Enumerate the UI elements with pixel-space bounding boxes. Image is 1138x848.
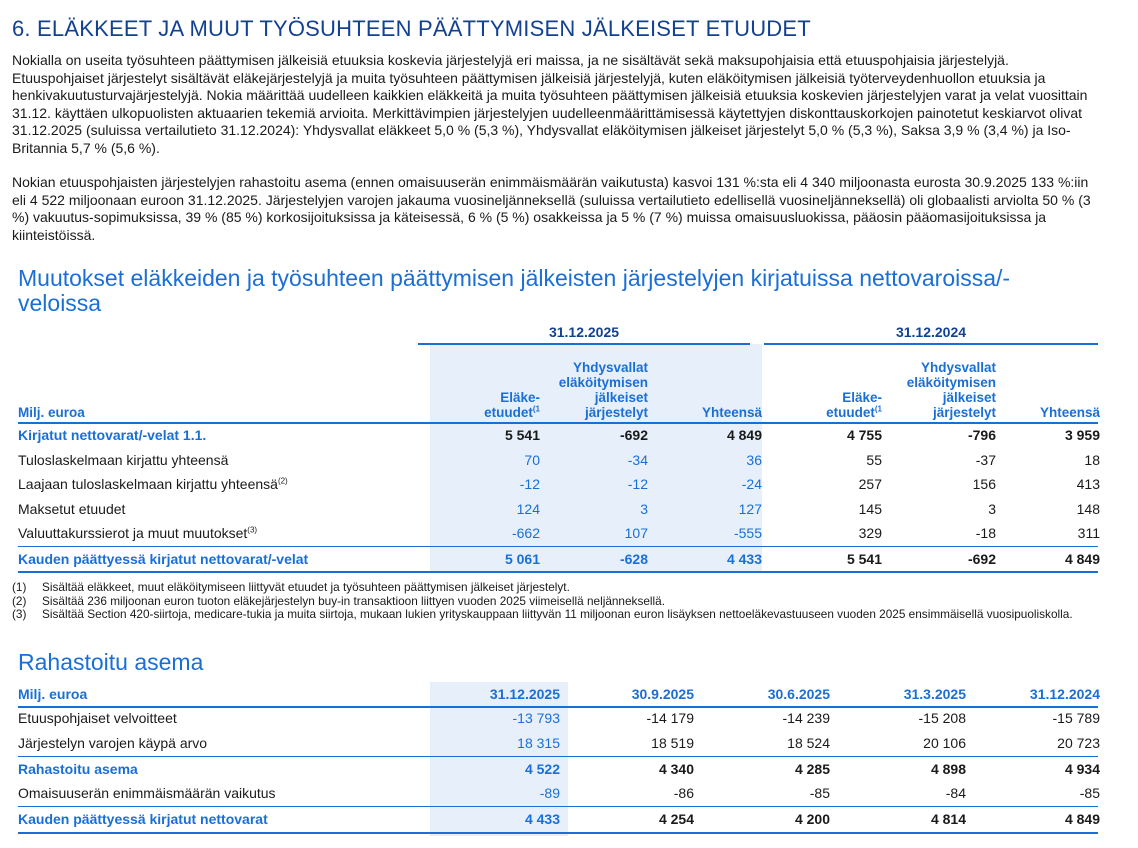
cell: 18 519 [651,735,694,751]
cell: -692 [619,427,648,443]
col-header-line: jälkeiset [594,390,648,405]
cell: 257 [858,476,882,493]
cell: -628 [619,550,648,567]
cell: 5 541 [846,550,882,567]
table-row-closing [18,546,1098,574]
cell: -555 [733,525,762,542]
cell: 3 959 [1064,427,1100,443]
cell: -84 [945,785,966,801]
col-header: 31.12.2025 [489,686,560,702]
footnote [12,581,1098,595]
cell: 4 849 [726,427,762,443]
col-header-total: Yhteensä [1039,405,1100,420]
row-label: Etuuspohjaiset velvoitteet [18,710,177,726]
col-header-line: eläköitymisen [906,375,996,390]
footnote-ref: (1 [874,404,882,414]
col-header-line: järjestelyt [584,405,648,420]
col-header: 30.6.2025 [767,686,830,702]
table-row [18,497,1098,522]
cell: -13 793 [512,710,560,726]
row-label: Kauden päättyessä kirjatut nettovarat/-velat [18,550,309,567]
cell: 156 [972,476,996,493]
col-header-line: Yhdysvallat [920,360,996,375]
cell: 70 [524,451,540,468]
col-header: 31.3.2025 [903,686,966,702]
cell: -89 [539,785,560,801]
col-header-line: Eläke- [842,390,882,405]
col-header-pension [764,390,882,420]
table-header-row [18,348,1098,424]
section-title: 6. ELÄKKEET JA MUUT TYÖSUHTEEN PÄÄTTYMISEN JÄLKEISET ETUUDET [12,16,811,41]
row-label: Omaisuuserän enimmäismäärän vaikutus [18,785,276,801]
unit-label: Milj. euroa [18,686,88,702]
col-header-pension [430,390,540,420]
cell: 55 [866,451,882,468]
cell: 124 [516,500,540,517]
cell: 311 [1077,525,1100,542]
table-header-row [18,682,1098,708]
table-row [18,781,1098,806]
unit-label: Milj. euroa [18,405,85,420]
cell: -796 [967,427,996,443]
table-row-funded-status [18,756,1098,782]
row-label: Maksetut etuudet [18,500,126,517]
col-header-line: eläköitymisen [558,375,648,390]
cell: -86 [673,785,694,801]
footnote-text: Sisältää Section 420-siirtoja, medicare-tukia ja muita siirtoja, mukaan lukien yrityskauppaan liittyvän 11 miljoonan euron lisäyksen nettoeläkevastuuseen vuoden 2025 ensimmäisellä vuosipuoliskolla. [42,607,1073,622]
cell: -18 [975,525,996,542]
table-row-opening [18,423,1098,448]
cell: 4 433 [726,550,762,567]
row-label-text: Laajaan tuloslaskelmaan kirjattu yhteensä [18,476,278,493]
cell: 145 [858,500,882,517]
cell: 4 898 [930,761,966,777]
cell: -15 789 [1052,710,1100,726]
cell: 4 285 [794,761,830,777]
table-row [18,731,1098,756]
cell: 4 814 [930,811,966,827]
footnote-text: Sisältää 236 miljoonan euron tuoton eläkejärjestelyn buy-in transaktioon liittyen vuoden 2025 viimeisellä neljänneksellä. [42,593,665,608]
cell: -85 [809,785,830,801]
cell: -24 [741,476,762,493]
cell: -14 179 [646,710,694,726]
cell: 3 [640,500,648,517]
cell: 18 [1084,451,1100,468]
row-label: Järjestelyn varojen käypä arvo [18,735,208,751]
row-label [18,472,288,496]
footnote-ref: (2) [277,476,288,486]
col-header-line: jälkeiset [942,390,996,405]
period-rule [418,343,750,345]
cell: 4 849 [1064,550,1100,567]
cell: -34 [627,451,648,468]
footnote [12,595,1098,609]
cell: 4 755 [846,427,882,443]
cell: -12 [627,476,648,493]
col-header-us-postretirement [882,360,996,420]
col-header-line: järjestelyt [932,405,996,420]
period-header-2025 [418,324,750,344]
cell: 4 849 [1064,811,1100,827]
table2-title: Rahastoitu asema [18,649,204,675]
cell: 4 340 [658,761,694,777]
period-label: 31.12.2024 [895,324,967,340]
col-header-us-postretirement [540,360,648,420]
col-header-total: Yhteensä [701,405,762,420]
cell: 4 433 [524,811,560,827]
col-header: 31.12.2024 [1029,686,1100,702]
cell: 107 [624,525,648,542]
table-row [18,706,1098,731]
period-header-2024 [764,324,1098,344]
cell: 329 [858,525,882,542]
funded-status-paragraph: Nokian etuuspohjaisten järjestelyjen rahastoitu asema (ennen omaisuuserän enimmäismäärän vaikutusta) kasvoi 131 %:sta eli 4 340 miljoonasta eurosta 30.9.2025 133 %:iin eli 4 522 miljoonaan euroon 31.12.2025. Järjestelyjen varojen jakauma vuosineljänneksellä (suluissa vertailutieto edellisellä vuosineljänneksellä) oli globaalisti arviolta 50 % (3 %) vakuutus-sopimuksissa, 39 % (85 %) korkosijoituksissa ja käteisessä, 6 % (5 %) osakkeissa ja 5 % (7 %) muissa omaisuusluokissa, pääosin pääomasijoituksissa ja kiinteistöissä. [12,174,1091,243]
footnote-number: (3) [12,607,27,622]
intro-paragraph: Nokialla on useita työsuhteen päättymisen jälkeisiä etuuksia koskevia järjestelyjä eri maissa, ja ne sisältävät sekä maksupohjaisia että etuuspohjaisia järjestelyjä. Etuuspohjaiset järjestelyt sisältävät eläkejärjestelyjä ja muita työsuhteen päättymisen jälkeisiä järjestelyjä, kuten eläköitymisen jälkeisiä työterveydenhuollon etuuksia ja henkivakuutusturvajärjestelyjä. Nokia määrittää uudelleen kaikkien eläkkeitä ja muita työsuhteen päättymisen jälkeisiä etuuksia koskevien järjestelyjen varat ja velat vuosittain 31.12. käyttäen ulkopuolisten aktuaarien tekemiä arvioita. Merkittävimpien järjestelyjen uudelleenmäärittämisessä käytettyjen diskonttauskorkojen painotetut keskiarvot olivat 31.12.2025 (suluissa vertailutieto 31.12.2024): Yhdysvallat eläkkeet 5,0 % (5,3 %), Yhdysvallat eläköitymisen jälkeiset järjestelyt 5,0 % (5,3 %), Saksa 3,9 % (3,4 %) ja Iso-Britannia 5,7 % (5,6 %). [12,52,1088,156]
col-header-line: Yhdysvallat [572,360,648,375]
cell: 148 [1076,500,1100,517]
footnote-ref: (1 [532,404,540,414]
col-header-line [764,405,882,420]
cell: 20 723 [1057,735,1100,751]
footnote-number: (1) [12,580,27,594]
row-label: Kirjatut nettovarat/-velat 1.1. [18,427,207,443]
cell: 36 [746,451,762,468]
cell: -85 [1079,785,1100,801]
footnote [12,608,1098,622]
cell: 5 061 [504,550,540,567]
col-header-text: etuudet [484,405,533,420]
period-rule [764,343,1098,345]
cell: -14 239 [782,710,830,726]
cell: -37 [975,451,996,468]
footnotes [12,581,1098,622]
footnote-text: Sisältää eläkkeet, muut eläköitymiseen liittyvät etuudet ja työsuhteen päättymisen jälkeiset järjestelyt. [42,580,570,594]
col-header: 30.9.2025 [631,686,694,702]
row-label [18,521,257,545]
col-header-line: Eläke- [500,390,540,405]
cell: -662 [511,525,540,542]
col-header-line [430,405,540,420]
cell: -12 [519,476,540,493]
cell: -692 [967,550,996,567]
row-label: Tuloslaskelmaan kirjattu yhteensä [18,451,229,468]
row-label-text: Valuuttakurssierot ja muut muutokset [18,525,248,542]
cell: 18 315 [517,735,560,751]
period-label: 31.12.2025 [548,324,620,340]
row-label: Rahastoitu asema [18,761,138,777]
cell: 4 254 [658,811,694,827]
cell: 413 [1076,476,1100,493]
cell: 5 541 [504,427,540,443]
footnote-ref: (3) [247,525,258,535]
col-header-text: etuudet [826,405,875,420]
cell: 20 106 [923,735,966,751]
cell: 3 [988,500,996,517]
cell: 4 200 [794,811,830,827]
table-row [18,448,1098,473]
cell: 4 522 [524,761,560,777]
table1-title: Muutokset eläkkeiden ja työsuhteen päättymisen jälkeisten järjestelyjen kirjatuissa nettovaroissa/-veloissa [18,265,1011,316]
cell: 127 [738,500,762,517]
table-row-closing [18,806,1098,834]
footnote-number: (2) [12,593,27,608]
table-row [18,472,1098,497]
row-label: Kauden päättyessä kirjatut nettovarat [18,811,268,827]
cell: 18 524 [787,735,830,751]
cell: 4 934 [1064,761,1100,777]
table-row [18,521,1098,546]
cell: -15 208 [918,710,966,726]
